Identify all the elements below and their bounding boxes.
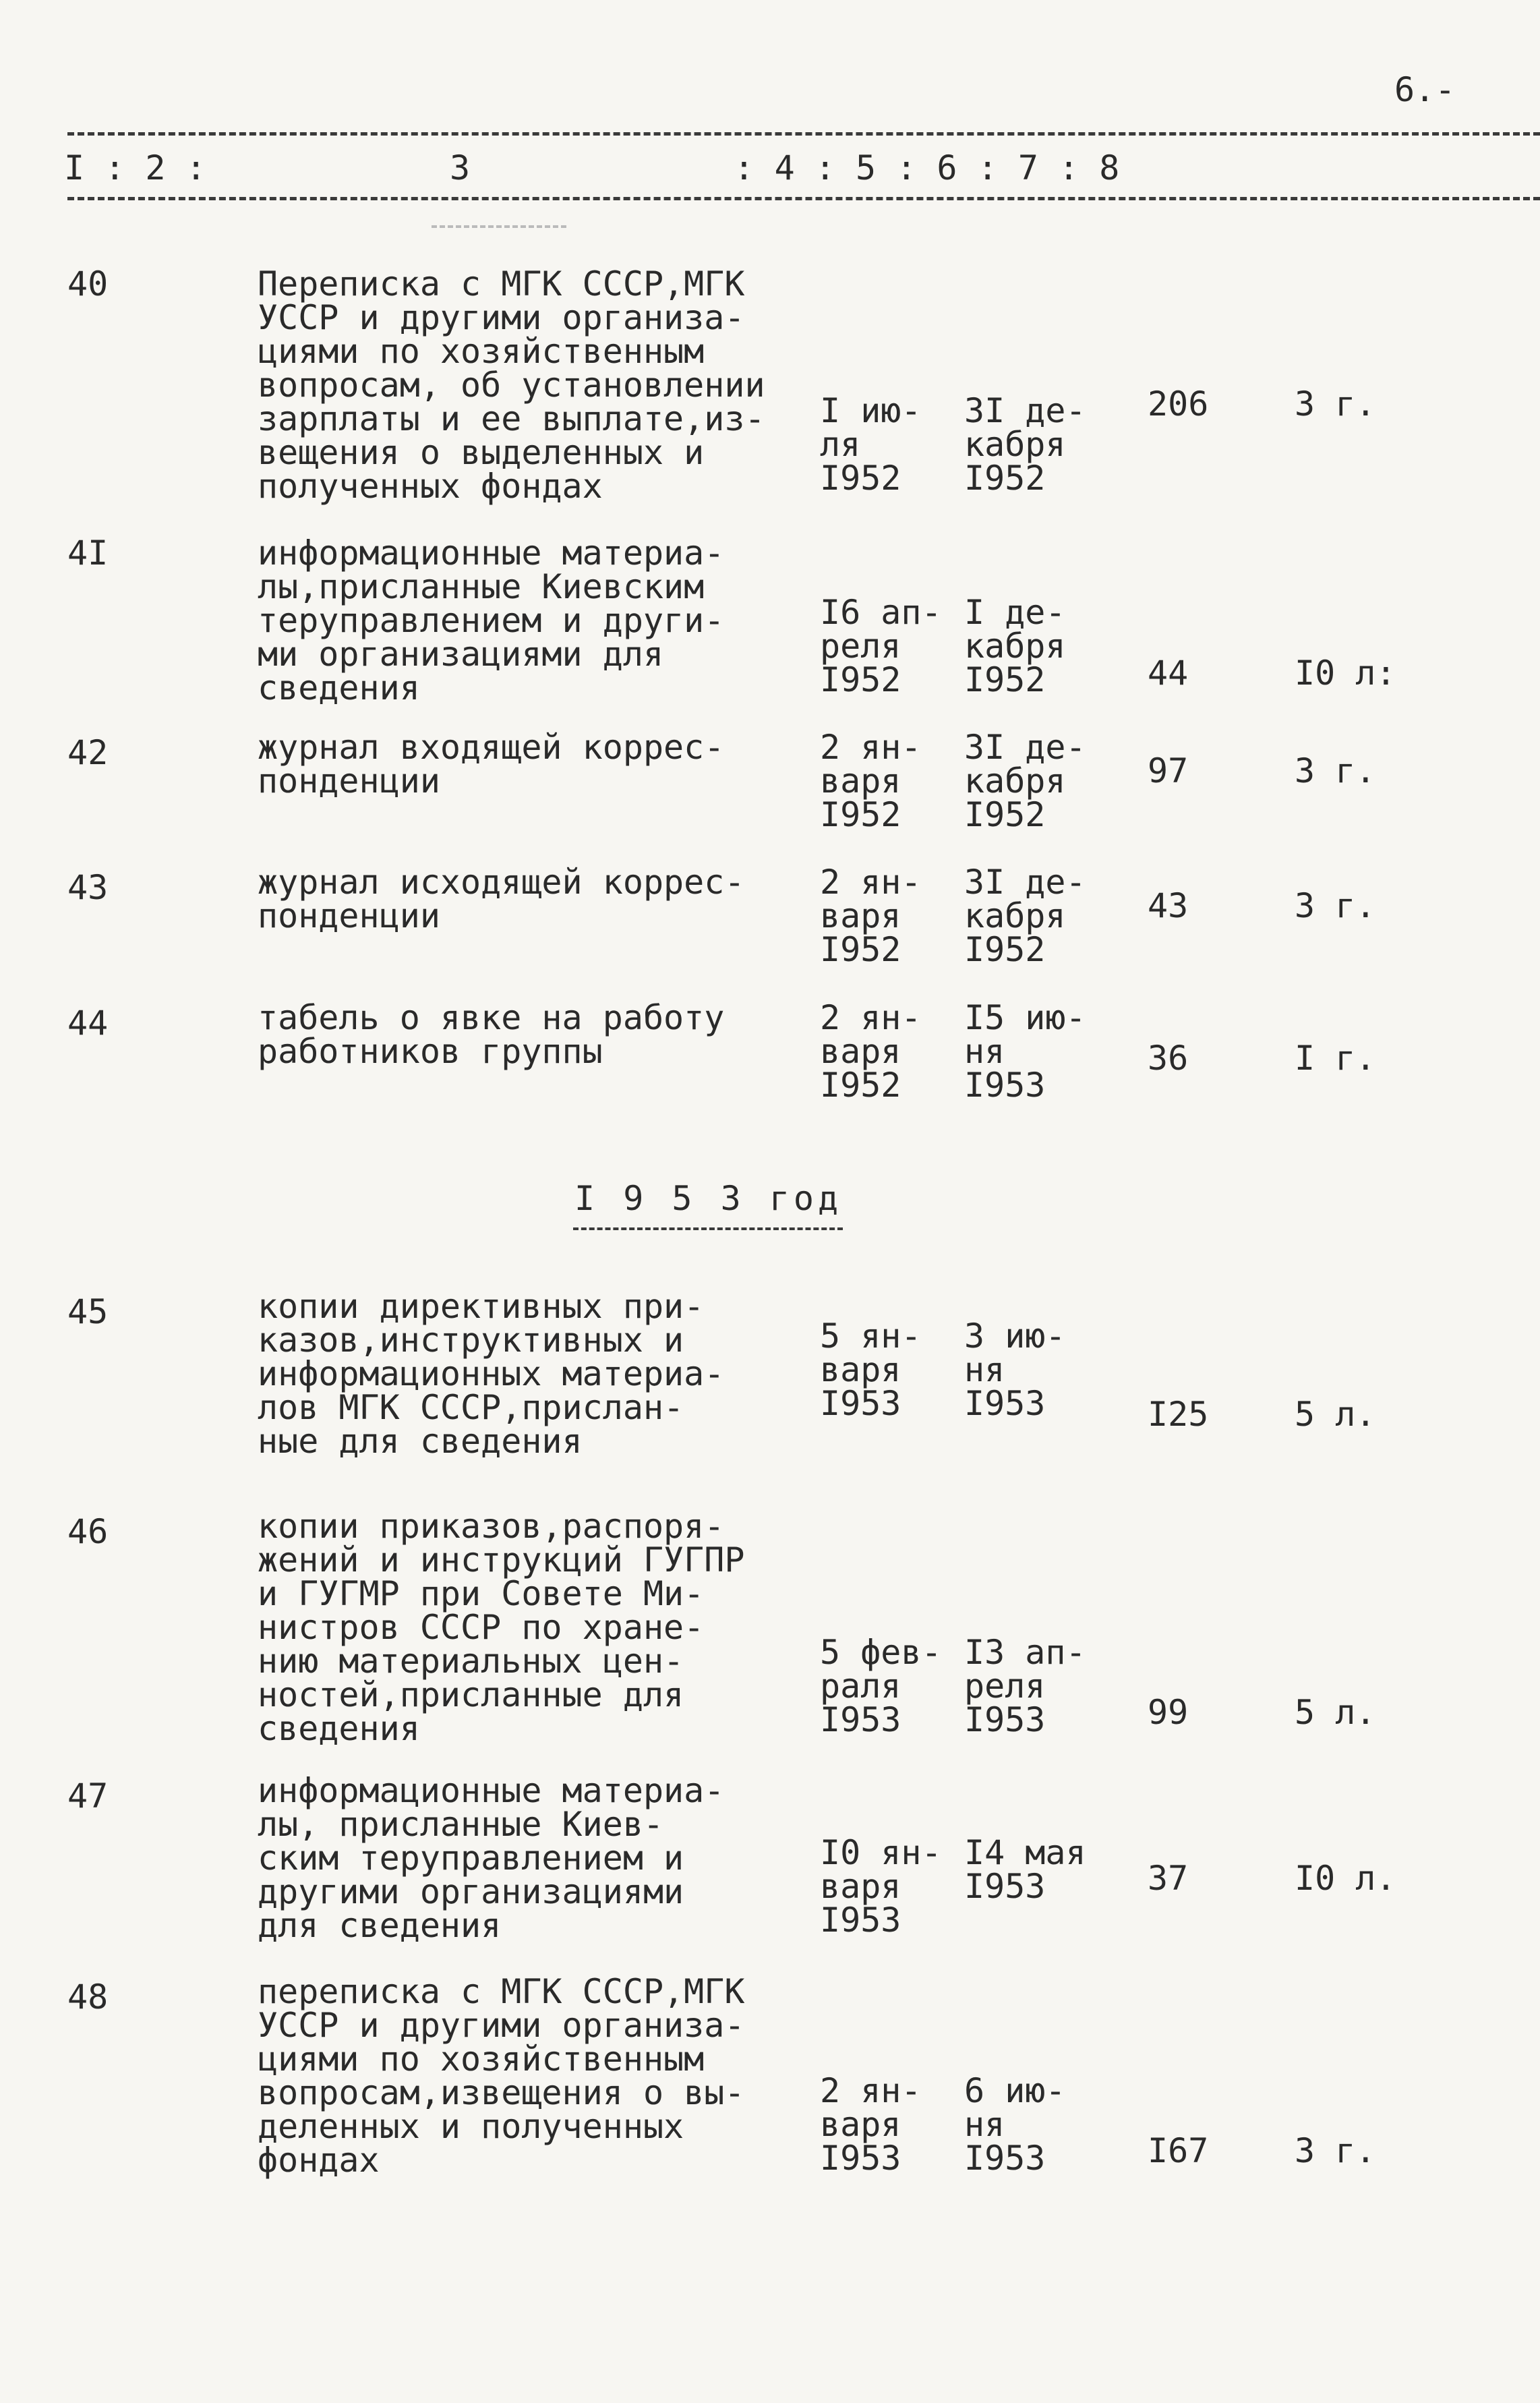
row-start-date: I0 ян- варя I953 bbox=[820, 1833, 942, 1940]
row-number: 4I bbox=[67, 533, 109, 573]
year-heading: I 9 5 3 год bbox=[574, 1179, 843, 1218]
row-end-date: 3I де- кабря I952 bbox=[964, 863, 1086, 969]
row-number: 42 bbox=[67, 733, 109, 772]
row-start-date: I ию- ля I952 bbox=[820, 391, 922, 498]
row-leaves-count: 97 bbox=[1148, 751, 1189, 790]
row-retention-term: 3 г. bbox=[1295, 2131, 1376, 2170]
row-leaves-count: 99 bbox=[1148, 1693, 1189, 1732]
row-number: 44 bbox=[67, 1004, 109, 1043]
row-leaves-count: 206 bbox=[1148, 384, 1209, 424]
row-description: копии приказов,распоря- жений и инструкций ГУГПР и ГУГМР при Совете Ми- нистров СССР по хране- нию материальных цен- ностей,присланные для сведения bbox=[258, 1507, 745, 1748]
row-number: 43 bbox=[67, 868, 109, 907]
row-start-date: 2 ян- варя I952 bbox=[820, 998, 922, 1105]
row-end-date: 3I де- кабря I952 bbox=[964, 728, 1086, 834]
row-description: Переписка с МГК СССР,МГК УССР и другими организа- циями по хозяйственным вопросам, об установлении зарплаты и ее выплате,из- вещения о выделенных и полученных фондах bbox=[258, 264, 765, 506]
row-retention-term: 3 г. bbox=[1295, 751, 1376, 790]
row-leaves-count: 36 bbox=[1148, 1039, 1189, 1078]
row-start-date: 2 ян- варя I952 bbox=[820, 728, 922, 834]
header-rule-top bbox=[67, 132, 1540, 136]
row-description: информационные материа- лы, присланные Киев- ским теруправлением и другими организациями для сведения bbox=[258, 1771, 725, 1945]
row-start-date: 5 ян- варя I953 bbox=[820, 1316, 922, 1423]
row-end-date: 3 ию- ня I953 bbox=[964, 1316, 1066, 1423]
row-description: журнал исходящей коррес- понденции bbox=[258, 863, 745, 935]
row-retention-term: 5 л. bbox=[1295, 1693, 1376, 1732]
row-end-date: 6 ию- ня I953 bbox=[964, 2071, 1066, 2178]
row-start-date: 2 ян- варя I952 bbox=[820, 863, 922, 969]
row-number: 47 bbox=[67, 1776, 109, 1816]
row-description: журнал входящей коррес- понденции bbox=[258, 728, 725, 801]
row-number: 48 bbox=[67, 1977, 109, 2017]
row-retention-term: I0 л: bbox=[1295, 654, 1396, 693]
row-description: копии директивных при- казов,инструктивных и информационных материа- лов МГК СССР,прислан- ные для сведения bbox=[258, 1287, 725, 1461]
row-retention-term: I0 л. bbox=[1295, 1859, 1396, 1898]
row-start-date: 2 ян- варя I953 bbox=[820, 2071, 922, 2178]
row-retention-term: 3 г. bbox=[1295, 384, 1376, 424]
header-smudge bbox=[432, 225, 566, 228]
row-leaves-count: I67 bbox=[1148, 2131, 1209, 2170]
page-number: 6.- bbox=[1394, 70, 1456, 109]
row-number: 45 bbox=[67, 1292, 109, 1331]
row-end-date: I4 мая I953 bbox=[964, 1833, 1086, 1906]
row-end-date: I5 ию- ня I953 bbox=[964, 998, 1086, 1105]
row-start-date: I6 ап- реля I952 bbox=[820, 593, 942, 699]
row-leaves-count: 37 bbox=[1148, 1859, 1189, 1898]
row-number: 46 bbox=[67, 1512, 109, 1551]
header-rule-bottom bbox=[67, 197, 1540, 200]
row-leaves-count: I25 bbox=[1148, 1395, 1209, 1434]
row-description: табель о явке на работу работников группы bbox=[258, 998, 725, 1071]
year-heading-underline bbox=[573, 1227, 843, 1230]
row-description: переписка с МГК СССР,МГК УССР и другими организа- циями по хозяйственным вопросам,извещения о вы- деленных и полученных фондах bbox=[258, 1972, 745, 2180]
row-leaves-count: 44 bbox=[1148, 654, 1189, 693]
row-retention-term: I г. bbox=[1295, 1039, 1376, 1078]
column-header: I : 2 : 3 : 4 : 5 : 6 : 7 : 8 bbox=[64, 148, 1120, 187]
row-retention-term: 3 г. bbox=[1295, 886, 1376, 925]
row-end-date: I де- кабря I952 bbox=[964, 593, 1066, 699]
row-end-date: 3I де- кабря I952 bbox=[964, 391, 1086, 498]
row-retention-term: 5 л. bbox=[1295, 1395, 1376, 1434]
row-leaves-count: 43 bbox=[1148, 886, 1189, 925]
row-number: 40 bbox=[67, 264, 109, 303]
row-description: информационные материа- лы,присланные Киевским теруправлением и други- ми организациями для сведения bbox=[258, 533, 725, 707]
row-start-date: 5 фев- раля I953 bbox=[820, 1633, 942, 1739]
row-end-date: I3 ап- реля I953 bbox=[964, 1633, 1086, 1739]
